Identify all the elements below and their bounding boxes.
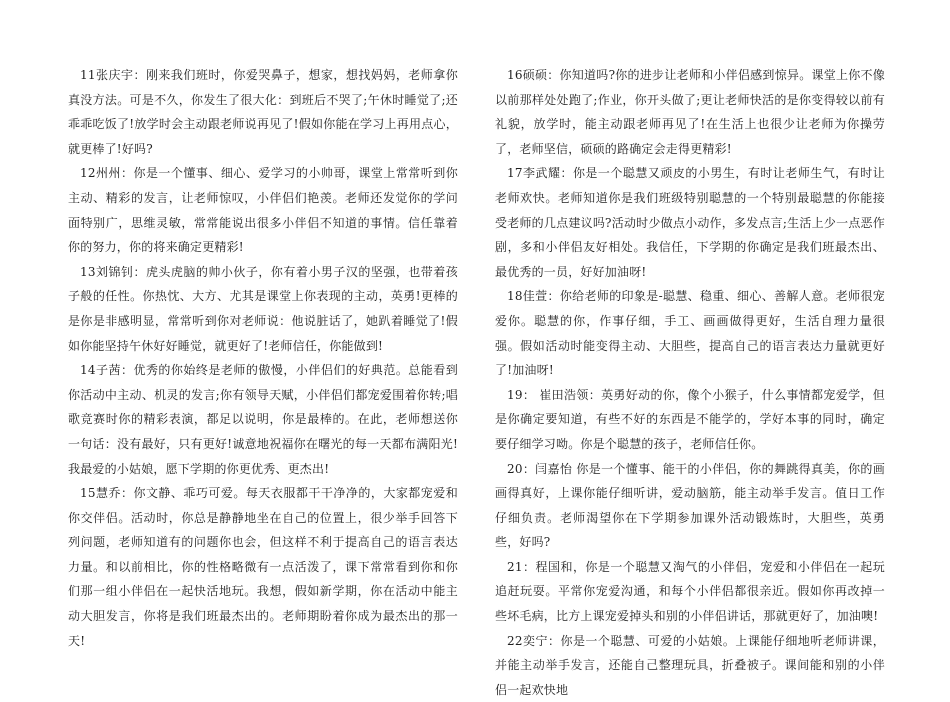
comment-paragraph-16: 16硕硕：你知道吗?你的进步让老师和小伴侣感到惊异。课堂上你不像以前那样处处跑了;作业，你开头做了;更让老师快活的是你变得较以前有礼貌，放学时，能主动跟老师再见了!在生活上也很少让老师为你操劳了，老师坚信，硕硕的路确定会走得更精彩! <box>495 68 885 156</box>
comment-paragraph-18: 18佳萱：你给老师的印象是-聪慧、稳重、细心、善解人意。老师很宠爱你。聪慧的你，作事仔细，手工、画画做得更好，生活自理力量很强。假如活动时能变得主动、大胆些，提高自己的语言表达力量就更好了!加油呀! <box>495 289 885 378</box>
comment-paragraph-20: 20：闫嘉怡 你是一个懂事、能干的小伴侣，你的舞跳得真美，你的画画得真好，上课你能仔细听讲，爱动脑筋，能主动举手发言。值日工作仔细负责。老师渴望你在下学期参加课外活动锻炼时，大胆些，英勇些，好吗? <box>495 461 885 550</box>
left-column <box>68 63 458 653</box>
comment-paragraph-12: 12州州：你是一个懂事、细心、爱学习的小帅哥，课堂上常常听到你主动、精彩的发言，让老师惊叹，小伴侣们艳羡。老师还发觉你的学问面特别广，思维灵敏，常常能说出很多小伴侣不知道的事情。信任靠着你的努力，你的将来确定更精彩! <box>68 166 458 255</box>
comment-paragraph-14: 14子茜：优秀的你始终是老师的傲慢，小伴侣们的好典范。总能看到你活动中主动、机灵的发言;你有领导天赋，小伴侣们都宠爱围着你转;唱歌竞赛时你的精彩表演，都足以说明，你是最棒的。在此，老师想送你一句话：没有最好，只有更好!诚意地祝福你在曙光的每一天都布满阳光!我最爱的小姑娘，愿下学期的你更优秀、更杰出! <box>68 363 458 476</box>
comment-paragraph-19: 19： 崔田浩领：英勇好动的你，像个小猴子，什么事情都宠爱学，但是你确定要知道，有些不好的东西是不能学的，学好本事的同时，确定要仔细学习呦。你是个聪慧的孩子，老师信任你。 <box>495 387 885 451</box>
comment-paragraph-22: 22奕宁：你是一个聪慧、可爱的小姑娘。上课能仔细地听老师讲课，并能主动举手发言，还能自己整理玩具，折叠被子。课间能和别的小伴侣一起欢快地 <box>495 633 885 697</box>
comment-paragraph-11: 11张庆宇：刚来我们班时，你爱哭鼻子，想家，想找妈妈，老师拿你真没方法。可是不久，你发生了很大化：到班后不哭了;午休时睡觉了;还乖乖吃饭了!放学时会主动跟老师说再见了!假如你能在学习上再用点心，就更棒了!好吗? <box>68 68 458 156</box>
comment-paragraph-17: 17李武耀：你是一个聪慧又顽皮的小男生，有时让老师生气，有时让老师欢快。老师知道你是我们班级特别聪慧的一个特别最聪慧的你能接受老师的几点建议吗?活动时少做点小动作，多发点言;生活上少一点恶作剧，多和小伴侣友好相处。我信任，下学期的你确定是我们班最杰出、最优秀的一员，好好加油呀! <box>495 166 885 279</box>
comment-paragraph-21: 21：程国和，你是一个聪慧又淘气的小伴侣，宠爱和小伴侣在一起玩追赶玩耍。平常你宠爱沟通，和每个小伴侣都很亲近。假如你再改掉一些坏毛病，比方上课宠爱掉头和别的小伴侣讲话，那就更好了，加油噢! <box>495 559 885 624</box>
comment-paragraph-13: 13刘锦钊：虎头虎脑的帅小伙子，你有着小男子汉的坚强，也带着孩子般的任性。你热忱、大方、尤其是课堂上你表现的主动，英勇!更棒的是你是非感明显，常常听到你对老师说：他说脏话了，她趴着睡觉了!假如你能坚持午休好好睡觉，就更好了!老师信任，你能做到! <box>68 264 458 353</box>
comment-paragraph-15: 15慧乔：你文静、乖巧可爱。每天衣服都干干净净的，大家都宠爱和你交伴侣。活动时，你总是静静地坐在自己的位置上，很少举手回答下列问题，老师知道有的问题你也会，但这样不利于提高自己的语言表达力量。和以前相比，你的性格略微有一点活泼了，课下常常看到你和你们那一组小伴侣在一起快活地玩。我想，假如新学期，你在活动中能主动大胆发言，你将是我们班最杰出的。老师期盼着你成为最杰出的那一天! <box>68 486 458 648</box>
right-column <box>495 63 885 702</box>
